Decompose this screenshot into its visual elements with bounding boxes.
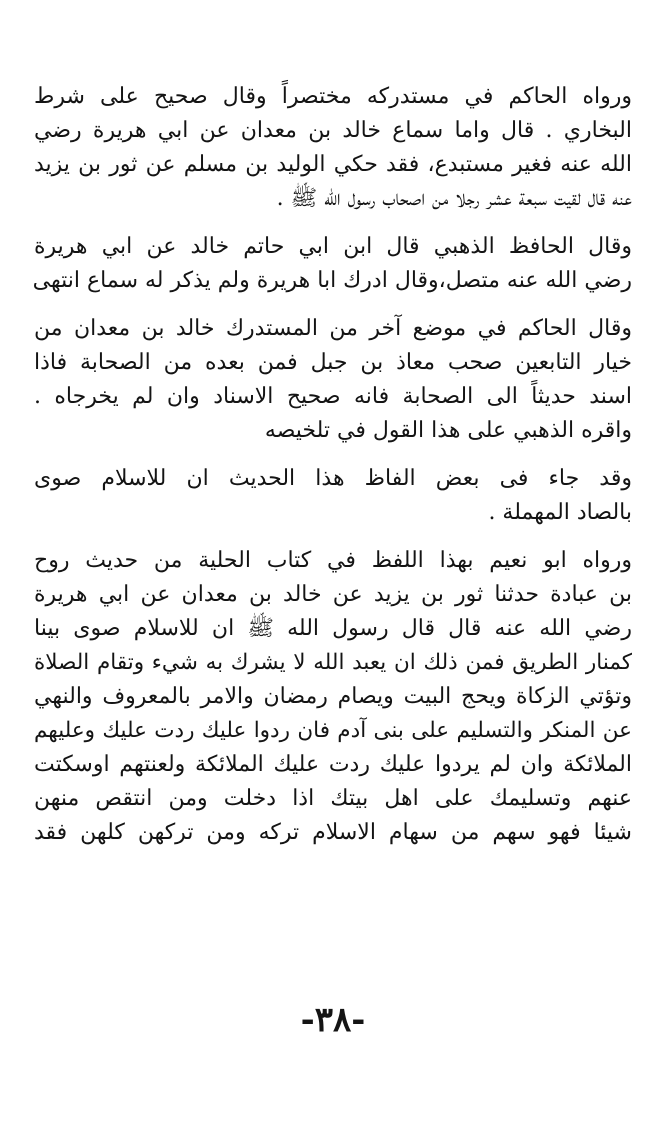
- text-line: وتؤتي الزكاة ويحج البيت ويصام رمضان والامر بالمعروف والنهي: [34, 684, 632, 709]
- text-line: اسند حديثاً الى الصحابة فانه صحيح الاسناد وان لم يخرجاه .: [34, 384, 632, 409]
- paragraph-abu-nuaym: [34, 544, 632, 850]
- page-number: -٣٨-: [300, 1000, 366, 1040]
- text-line: بن عبادة حدثنا ثور بن يزيد عن خالد بن معدان عن ابي هريرة: [34, 582, 632, 607]
- text-line: شيئا فهو سهم من سهام الاسلام تركه ومن تركهن كلهن فقد: [34, 820, 632, 845]
- paragraph-hadith-wording: [34, 462, 632, 530]
- paragraph-hakim-other-place: [34, 312, 632, 448]
- text-line: كمنار الطريق فمن ذلك ان يعبد الله لا يشرك به شيء وتقام الصلاة: [34, 650, 632, 675]
- text-line: رضي الله عنه متصل،وقال ادرك ابا هريرة ولم يذكر له سماع انتهى: [32, 268, 632, 293]
- text-line: بالصاد المهملة .: [488, 500, 632, 525]
- text-line: عن المنكر والتسليم على بنى آدم فان ردوا عليك ردت عليك وعليهم: [34, 718, 632, 743]
- page-body-text: [34, 80, 632, 864]
- text-line: رضي الله عنه قال قال رسول الله ﷺ ان للاسلام صوى بينا: [34, 616, 632, 641]
- text-line: عنهم وتسليمك على اهل بيتك اذا دخلت ومن انتقص منهن: [34, 786, 632, 811]
- text-line: وقد جاء فى بعض الفاظ هذا الحديث ان للاسلام صوى: [34, 466, 632, 491]
- text-line: وقال الحاكم في موضع آخر من المستدرك خالد بن معدان من: [34, 316, 632, 341]
- text-line: البخاري . قال واما سماع خالد بن معدان عن ابي هريرة رضي: [34, 118, 632, 143]
- paragraph-dhahabi: [34, 230, 632, 298]
- text-line: خيار التابعين صحب معاذ بن جبل فمن بعده من الصحابة فاذا: [34, 350, 632, 375]
- text-line: ورواه الحاكم في مستدركه مختصراً وقال صحيح على شرط: [34, 84, 632, 109]
- text-line: وقال الحافظ الذهبي قال ابن ابي حاتم خالد عن ابي هريرة: [34, 234, 632, 259]
- paragraph-hakim-mustadrak: [34, 80, 632, 216]
- text-line: ورواه ابو نعيم بهذا اللفظ في كتاب الحلية من حديث روح: [34, 548, 632, 573]
- text-line: الله عنه فغير مستبدع، فقد حكي الوليد بن مسلم عن ثور بن يزيد: [34, 152, 632, 177]
- text-line: الملائكة وان لم يردوا عليك ردت عليك الملائكة ولعنتهم اوسكتت: [34, 752, 632, 777]
- text-line: واقره الذهبي على هذا القول في تلخيصه: [264, 418, 632, 443]
- text-line: عنه قال لقيت سبعة عشر رجلا من اصحاب رسول الله ﷺ .: [276, 186, 632, 211]
